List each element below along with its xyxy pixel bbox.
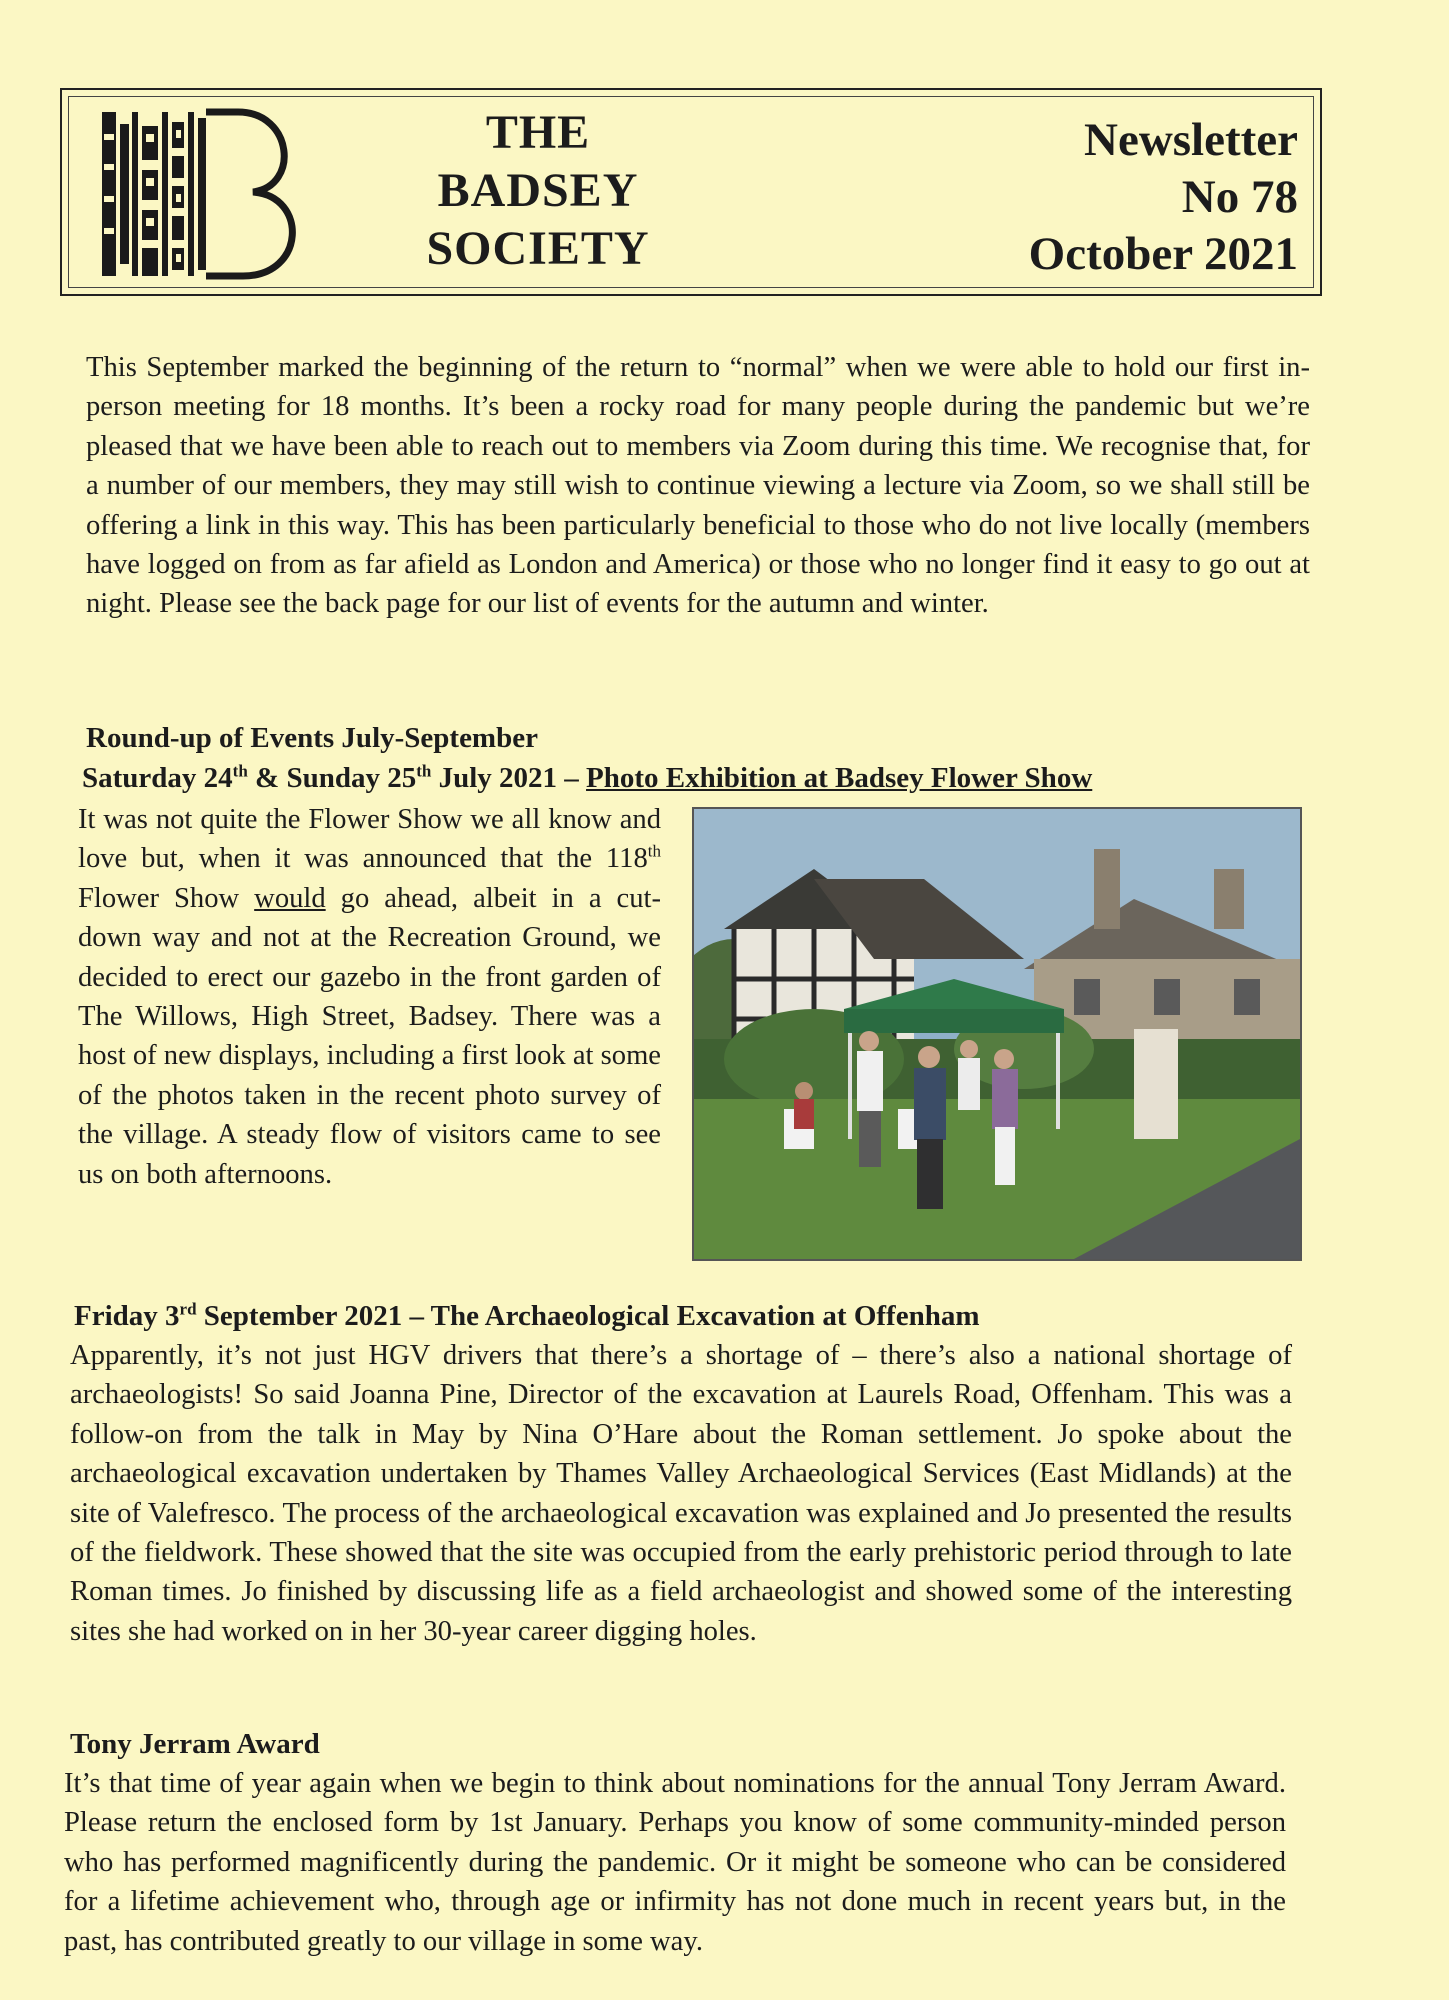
- event2-heading: [74, 1298, 980, 1334]
- event1-heading-sup: th: [232, 761, 248, 781]
- society-name: [358, 104, 718, 278]
- intro-paragraph: This September marked the beginning of the return to “normal” when we were able to hold our first in-person meeting for 18 months. It’s been a rocky road for many people during the pandemic but we’re pleased that we have been able to reach out to members via Zoom during this time. We recognise that, for a number of our members, they may still wish to continue viewing a lecture via Zoom, so we shall still be offering a link in this way. This has been particularly beneficial to those who do not live locally (members have logged on from as far afield as London and America) or those who no longer find it easy to go out at night. Please see the back page for our list of events for the autumn and winter.: [86, 352, 1310, 620]
- event1-heading: [82, 760, 1092, 796]
- event1-heading-title: Photo Exhibition at Badsey Flower Show: [586, 762, 1093, 794]
- event2-text: Apparently, it’s not just HGV drivers that there’s a shortage of – there’s also a national shortage of archaeologists! So said Joanna Pine, Director of the excavation at Laurels Road, Offenham. This was a follow-on from the talk in May by Nina O’Hare about the Roman settlement. Jo spoke about the archaeological excavation undertaken by Thames Valley Archaeological Services (East Midlands) at the site of Valefresco. The process of the archaeological excavation was explained and Jo presented the results of the fieldwork. These showed that the site was occupied from the early prehistoric period through to late Roman times. Jo finished by discussing life as a field archaeologist and showed some of the interesting sites she had worked on in her 30-year career digging holes.: [70, 1340, 1292, 1647]
- event1-text: [78, 800, 661, 1194]
- event2-heading-part: Friday 3: [74, 1300, 180, 1332]
- roundup-heading: Round-up of Events July-September: [86, 722, 538, 754]
- event2-heading-sup: rd: [179, 1299, 197, 1319]
- society-name-line-2: BADSEY: [437, 164, 639, 217]
- event1-text-part: Flower Show: [78, 882, 255, 914]
- society-name-line-3: SOCIETY: [426, 222, 650, 275]
- event1-heading-part: Saturday 24: [82, 762, 233, 794]
- newsletter-label: Newsletter: [1084, 114, 1298, 166]
- newsletter-issue-info: [938, 112, 1298, 283]
- masthead: [60, 88, 1322, 296]
- issue-date: October 2021: [1028, 228, 1298, 280]
- event1-heading-sup: th: [416, 761, 432, 781]
- badsey-society-logo: [88, 104, 328, 284]
- event1-text-sup: th: [647, 841, 661, 861]
- event1-heading-part: July 2021 –: [431, 762, 587, 794]
- event1-text-part: It was not quite the Flower Show we all know and love but, when it was announced that the 118: [78, 804, 661, 875]
- issue-number: No 78: [1181, 171, 1298, 223]
- society-name-line-1: THE: [485, 106, 591, 159]
- award-heading: Tony Jerram Award: [70, 1728, 320, 1760]
- event1-text-part: go ahead, albeit in a cut-down way and not at the Recreation Ground, we decided to erect our gazebo in the front garden of The Willows, High Street, Badsey. There was a host of new displays, including a first look at some of the photos taken in the recent photo survey of the village. A steady flow of visitors came to see us on both afternoons.: [78, 882, 662, 1190]
- award-text: It’s that time of year again when we begin to think about nominations for the annual Tony Jerram Award. Please return the enclosed form by 1st January. Perhaps you know of some community-minded person who has performed magnificently during the pandemic. Or it might be someone who can be considered for a lifetime achievement who, through age or infirmity has not done much in recent years but, in the past, has contributed greatly to our village in some way.: [64, 1768, 1286, 1957]
- event1-heading-part: & Sunday 25: [247, 762, 417, 794]
- event1-text-underlined: would: [254, 882, 326, 914]
- flower-show-photo: [692, 807, 1302, 1261]
- event2-heading-part: September 2021 – The Archaeological Excavation at Offenham: [196, 1300, 980, 1332]
